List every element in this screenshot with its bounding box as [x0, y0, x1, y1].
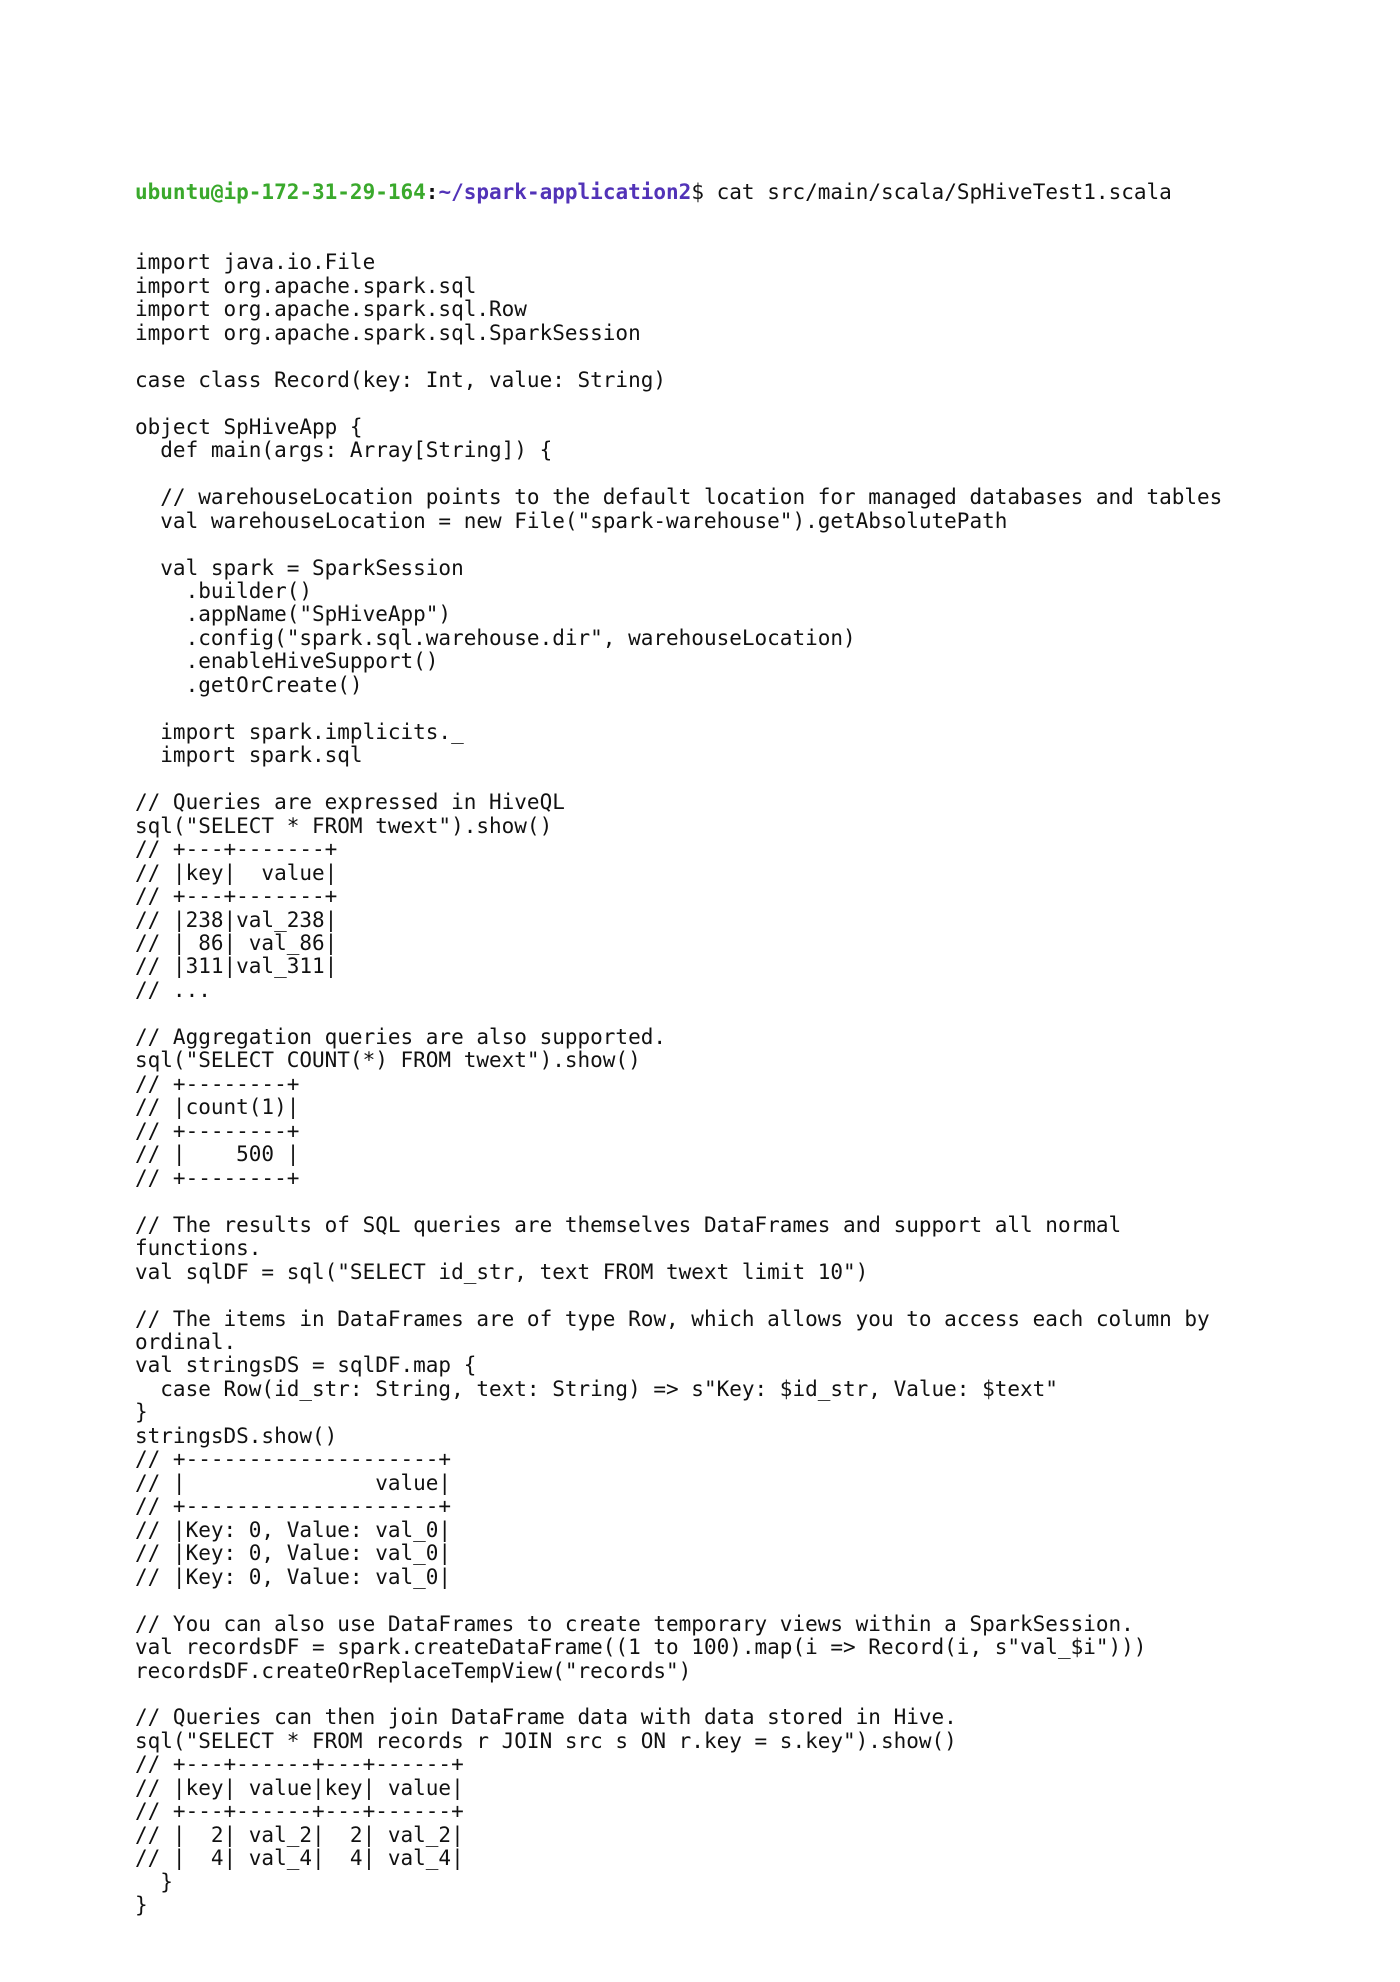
output-line: [135, 1589, 1375, 1612]
output-line: // The results of SQL queries are themselves DataFrames and support all normal: [135, 1212, 1122, 1237]
output-line: // Aggregation queries are also supported.: [135, 1024, 667, 1049]
output-line: val stringsDS = sqlDF.map {: [135, 1353, 477, 1378]
output-line: recordsDF.createOrReplaceTempView("records"): [135, 1658, 692, 1683]
output-line: sql("SELECT COUNT(*) FROM twext").show(): [135, 1048, 641, 1073]
output-line: functions.: [135, 1236, 262, 1261]
command-text: cat src/main/scala/SpHiveTest1.scala: [703, 179, 1172, 204]
output-line: // |Key: 0, Value: val_0|: [135, 1541, 452, 1566]
output-line: [135, 1284, 1375, 1307]
output-line: import spark.sql: [135, 743, 363, 768]
prompt-line: [135, 181, 1375, 204]
output-line: // ...: [135, 977, 211, 1002]
output-line: [135, 533, 1375, 556]
output-line: // +---+-------+: [135, 884, 338, 909]
output-line: .builder(): [135, 578, 313, 603]
output-line: [135, 392, 1375, 415]
output-line: // You can also use DataFrames to create temporary views within a SparkSession.: [135, 1611, 1134, 1636]
output-line: }: [135, 1869, 173, 1894]
command-output: [135, 251, 1375, 1917]
output-line: // |238|val_238|: [135, 907, 338, 932]
output-line: // +---+------+---+------+: [135, 1799, 464, 1824]
output-line: val recordsDF = spark.createDataFrame((1 to 100).map(i => Record(i, s"val_$i"))): [135, 1635, 1147, 1660]
terminal-window: [135, 134, 1375, 1941]
output-line: stringsDS.show(): [135, 1423, 338, 1448]
output-line: // Queries are expressed in HiveQL: [135, 790, 565, 815]
output-line: // |count(1)|: [135, 1095, 300, 1120]
output-line: // +--------------------+: [135, 1447, 452, 1472]
output-line: object SpHiveApp {: [135, 414, 363, 439]
output-line: // warehouseLocation points to the default location for managed databases and tables: [135, 485, 1223, 510]
prompt-separator: :: [425, 179, 439, 204]
output-line: [135, 697, 1375, 720]
output-line: // +---+------+---+------+: [135, 1752, 464, 1777]
output-line: case Row(id_str: String, text: String) => s"Key: $id_str, Value: $text": [135, 1376, 1058, 1401]
output-line: // | 500 |: [135, 1142, 300, 1167]
output-line: import org.apache.spark.sql: [135, 273, 477, 298]
output-line: [135, 345, 1375, 368]
output-line: val spark = SparkSession: [135, 555, 464, 580]
output-line: // | 86| val_86|: [135, 931, 338, 955]
output-line: [135, 1683, 1375, 1706]
output-line: def main(args: Array[String]) {: [135, 438, 553, 463]
output-line: case class Record(key: Int, value: String): [135, 367, 667, 392]
prompt-symbol: $: [691, 179, 704, 204]
output-line: ordinal.: [135, 1329, 237, 1354]
output-line: // | 2| val_2| 2| val_2|: [135, 1822, 464, 1847]
output-line: // |Key: 0, Value: val_0|: [135, 1517, 452, 1542]
output-line: import java.io.File: [135, 250, 376, 275]
output-line: // +--------+: [135, 1165, 300, 1190]
output-line: .getOrCreate(): [135, 672, 363, 697]
output-line: }: [135, 1893, 148, 1918]
output-line: val sqlDF = sql("SELECT id_str, text FROM twext limit 10"): [135, 1259, 869, 1284]
output-line: // |key| value|key| value|: [135, 1775, 464, 1800]
output-line: .config("spark.sql.warehouse.dir", warehouseLocation): [135, 625, 856, 650]
output-line: // Queries can then join DataFrame data with data stored in Hive.: [135, 1705, 957, 1730]
output-line: // | 4| val_4| 4| val_4|: [135, 1846, 464, 1871]
output-line: // |key| value|: [135, 860, 338, 885]
prompt-user-host: ubuntu@ip-172-31-29-164: [135, 179, 426, 204]
output-line: // The items in DataFrames are of type Row, which allows you to access each column by: [135, 1306, 1210, 1331]
output-line: sql("SELECT * FROM records r JOIN src s ON r.key = s.key").show(): [135, 1728, 957, 1753]
output-line: // | value|: [135, 1470, 452, 1495]
output-line: // +--------+: [135, 1071, 300, 1096]
output-line: // |311|val_311|: [135, 954, 338, 979]
output-line: sql("SELECT * FROM twext").show(): [135, 813, 553, 838]
output-line: .enableHiveSupport(): [135, 649, 439, 674]
output-line: // |Key: 0, Value: val_0|: [135, 1564, 452, 1589]
output-line: // +--------------------+: [135, 1494, 452, 1519]
output-line: import org.apache.spark.sql.SparkSession: [135, 320, 641, 345]
output-line: // +---+-------+: [135, 837, 338, 862]
output-line: import spark.implicits._: [135, 719, 464, 744]
output-line: // +--------+: [135, 1118, 300, 1143]
output-line: [135, 768, 1375, 791]
output-line: import org.apache.spark.sql.Row: [135, 297, 527, 322]
output-line: [135, 1002, 1375, 1025]
output-line: [135, 1190, 1375, 1213]
output-line: .appName("SpHiveApp"): [135, 602, 452, 627]
prompt-path: ~/spark-application2: [438, 179, 692, 204]
output-line: }: [135, 1400, 148, 1425]
output-line: val warehouseLocation = new File("spark-warehouse").getAbsolutePath: [135, 508, 1008, 533]
output-line: [135, 463, 1375, 486]
